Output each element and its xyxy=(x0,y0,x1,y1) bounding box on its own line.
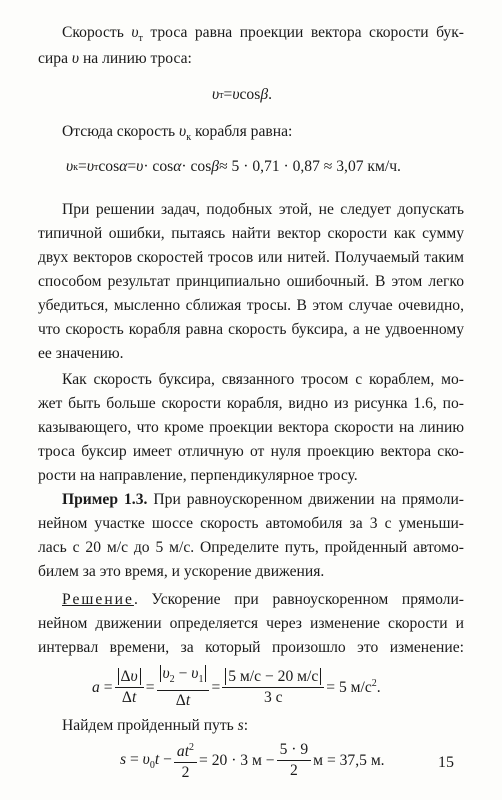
text-line: нейном движении определяется через изменение скорости и xyxy=(38,615,464,632)
text-line: рости на направление, перпендикулярное тросу. xyxy=(38,467,358,484)
text-line: Скорость $\upsilon_т$ троса равна проекции вектора скорости бук- xyxy=(62,24,464,45)
text-line: типичной ошибки, пытаясь найти вектор скорости как сумму xyxy=(38,225,464,242)
text-line: интервал времени, за который произошло это изменение: xyxy=(38,639,464,656)
text-line: лась с 20 м/с до 5 м/с. Определите путь, пройденный автомо- xyxy=(38,539,464,556)
text-line: нейном участке шоссе скорость автомобиля за 3 с уменьши- xyxy=(38,515,464,532)
equals-sign: = xyxy=(145,678,155,696)
numerator: $\upsilon_2 - \upsilon_1$ xyxy=(157,664,210,691)
text-line: Отсюда скорость $\upsilon_к$ корабля равна: xyxy=(62,123,293,144)
text-line: ее значению. xyxy=(38,345,124,362)
text-line: Пример 1.3. При равноускоренном движении на прямоли- xyxy=(62,491,464,508)
denominator: 2 xyxy=(289,762,298,780)
text-line: способом результат принципиально ошибочный. В этом легко xyxy=(38,273,464,290)
text-line: двух векторов скоростей тросов или нитей. Получаемый таким xyxy=(38,249,464,266)
numerator: 5 м/с − 20 м/с xyxy=(222,667,324,688)
text-line: жет быть больше скорости корабля, видно из рисунка 1.6, по- xyxy=(38,395,464,412)
text-line: Как скорость буксира, связанного тросом с кораблем, мо- xyxy=(62,371,464,388)
formula-acceleration xyxy=(92,664,381,711)
denominator: 2 xyxy=(181,764,190,782)
formula-rhs: = 5 $м/с^2$. xyxy=(326,677,381,697)
formula-lhs: $s = \upsilon_0t$ − xyxy=(120,750,172,771)
numerator: $at^2$ xyxy=(174,738,197,763)
formula-mid: = 20 · 3 м − xyxy=(199,751,275,769)
text-line: убедиться, мысленно сближая тросы. В этом случае очевидно, xyxy=(38,297,464,314)
text-line: При решении задач, подобных этой, не следует допускать xyxy=(62,201,464,218)
denominator: Δt xyxy=(121,689,137,707)
formula-vk: υ к = υ т cos α = υ · cos α · cos β ≈ 5 · 0,71 · 0,87 ≈ 3,07 км/ч. xyxy=(66,158,401,175)
fraction xyxy=(222,667,324,708)
formula-rhs: м = 37,5 м. xyxy=(313,751,385,769)
text-line: троса буксир имеет отличную от нуля проекцию вектора ско- xyxy=(38,443,464,460)
denominator: Δt xyxy=(175,692,191,710)
text-line: казывающего, что кроме проекции вектора скорости на линию xyxy=(38,419,464,436)
formula-distance xyxy=(120,738,385,783)
formula-vt: υ т = υ cos β . xyxy=(212,86,272,103)
numerator: 5 · 9 xyxy=(277,740,312,761)
fraction xyxy=(174,738,197,783)
text-line: билем за это время, и ускорение движения. xyxy=(38,563,325,580)
formula-lhs: a = xyxy=(92,678,113,696)
equals-sign: = xyxy=(211,678,221,696)
text-line: что скорость корабля равна скорость буксира, а не удвоенному xyxy=(38,321,464,338)
text-line: Решение. Ускорение при равноускоренном прямоли- xyxy=(62,591,464,608)
denominator: 3 с xyxy=(263,689,283,707)
fraction xyxy=(277,740,312,781)
fraction xyxy=(157,664,210,711)
page-number: 15 xyxy=(438,754,454,771)
text-line: сира υ на линию троса: xyxy=(38,50,192,67)
fraction xyxy=(115,667,144,708)
numerator: Δυ xyxy=(115,667,144,688)
text-line: Найдем пройденный путь s: xyxy=(62,717,249,734)
